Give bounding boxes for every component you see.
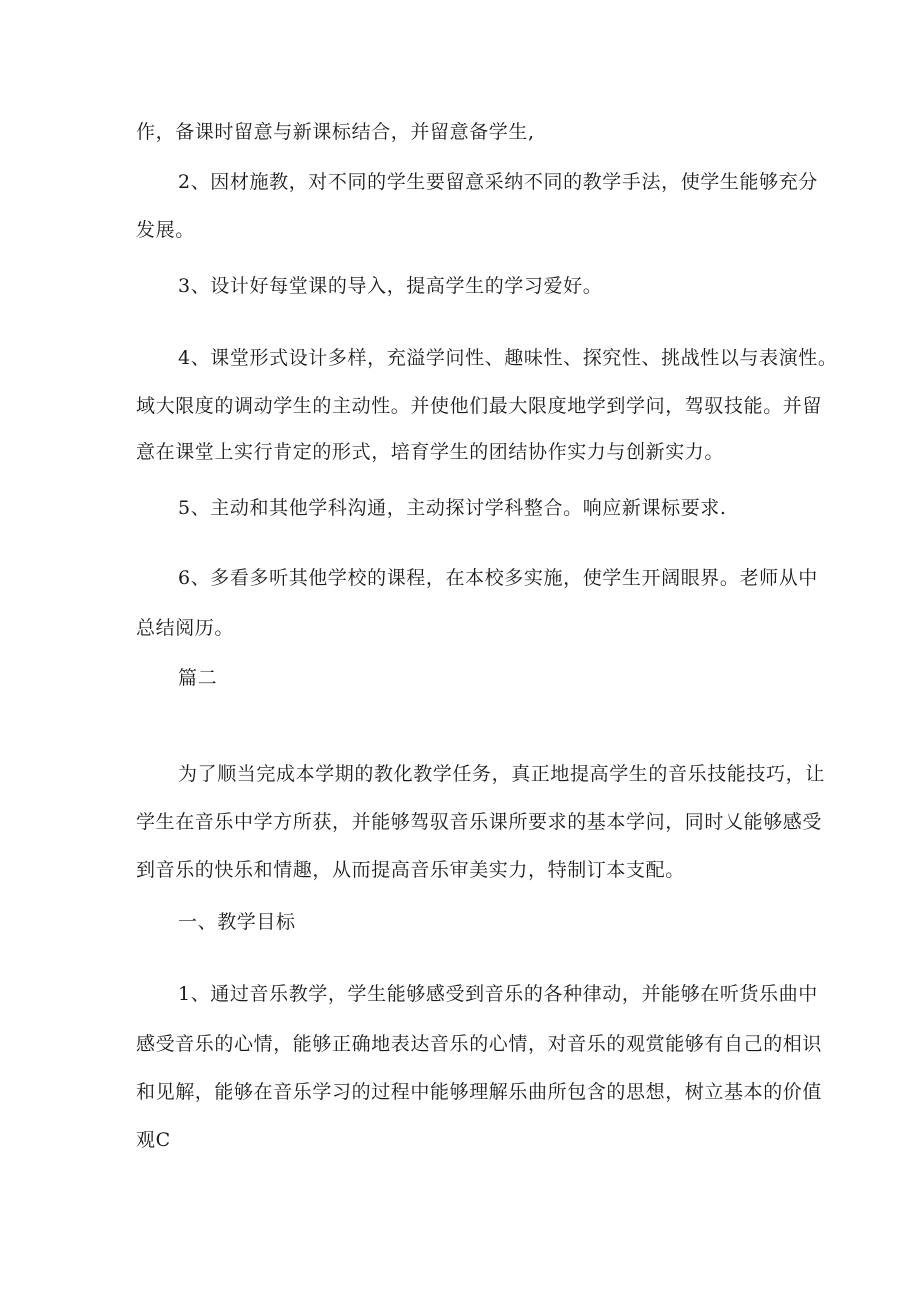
text-line: 意在课堂上实行肯定的形式，培育学生的团结协作实力与创新实力。 <box>136 441 725 463</box>
text-line: 发展。 <box>136 219 195 241</box>
section-heading: 一、教学目标 <box>178 911 296 933</box>
text-line: 感受音乐的心情，能够正确地表达音乐的心情，对音乐的观赏能够有自己的相识 <box>136 1033 823 1055</box>
text-line: 到音乐的快乐和情趣，从而提高音乐审美实力，特制订本支配。 <box>136 859 685 881</box>
text-line: 总结阅历。 <box>136 617 235 639</box>
text-line: 2、因材施教，对不同的学生要留意采纳不同的教学手法，使学生能够充分 <box>178 171 818 193</box>
text-line: 6、多看多听其他学校的课程，在本校多实施，使学生开阔眼界。老师从中 <box>178 567 818 589</box>
text-line: 观C <box>136 1129 171 1151</box>
text-line: 1、通过音乐教学，学生能够感受到音乐的各种律动，并能够在听货乐曲中 <box>178 983 818 1005</box>
text-line: 作，备课时留意与新课标结合，并留意备学生, <box>136 121 535 143</box>
text-line: 5、主动和其他学科沟通，主动探讨学科整合。响应新课标要求. <box>178 497 727 519</box>
text-line: 域大限度的调动学生的主动性。并使他们最大限度地学到学问，驾驭技能。并留 <box>136 395 823 417</box>
text-line: 4、课堂形式设计多样，充溢学问性、趣味性、探究性、挑战性以与表演性。 <box>178 347 838 369</box>
text-line: 3、设计好每堂课的导入，提高学生的学习爱好。 <box>178 275 603 297</box>
text-line: 学生在音乐中学方所获，并能够驾驭音乐课所要求的基本学问，同时乂能够感受 <box>136 811 823 833</box>
section-heading: 篇二 <box>178 667 218 689</box>
text-line: 为了顺当完成本学期的教化教学任务，真正地提高学生的音乐技能技巧，让 <box>178 763 825 785</box>
text-line: 和见解，能够在音乐学习的过程中能够理解乐曲所包含的思想，树立基本的价值 <box>136 1081 823 1103</box>
